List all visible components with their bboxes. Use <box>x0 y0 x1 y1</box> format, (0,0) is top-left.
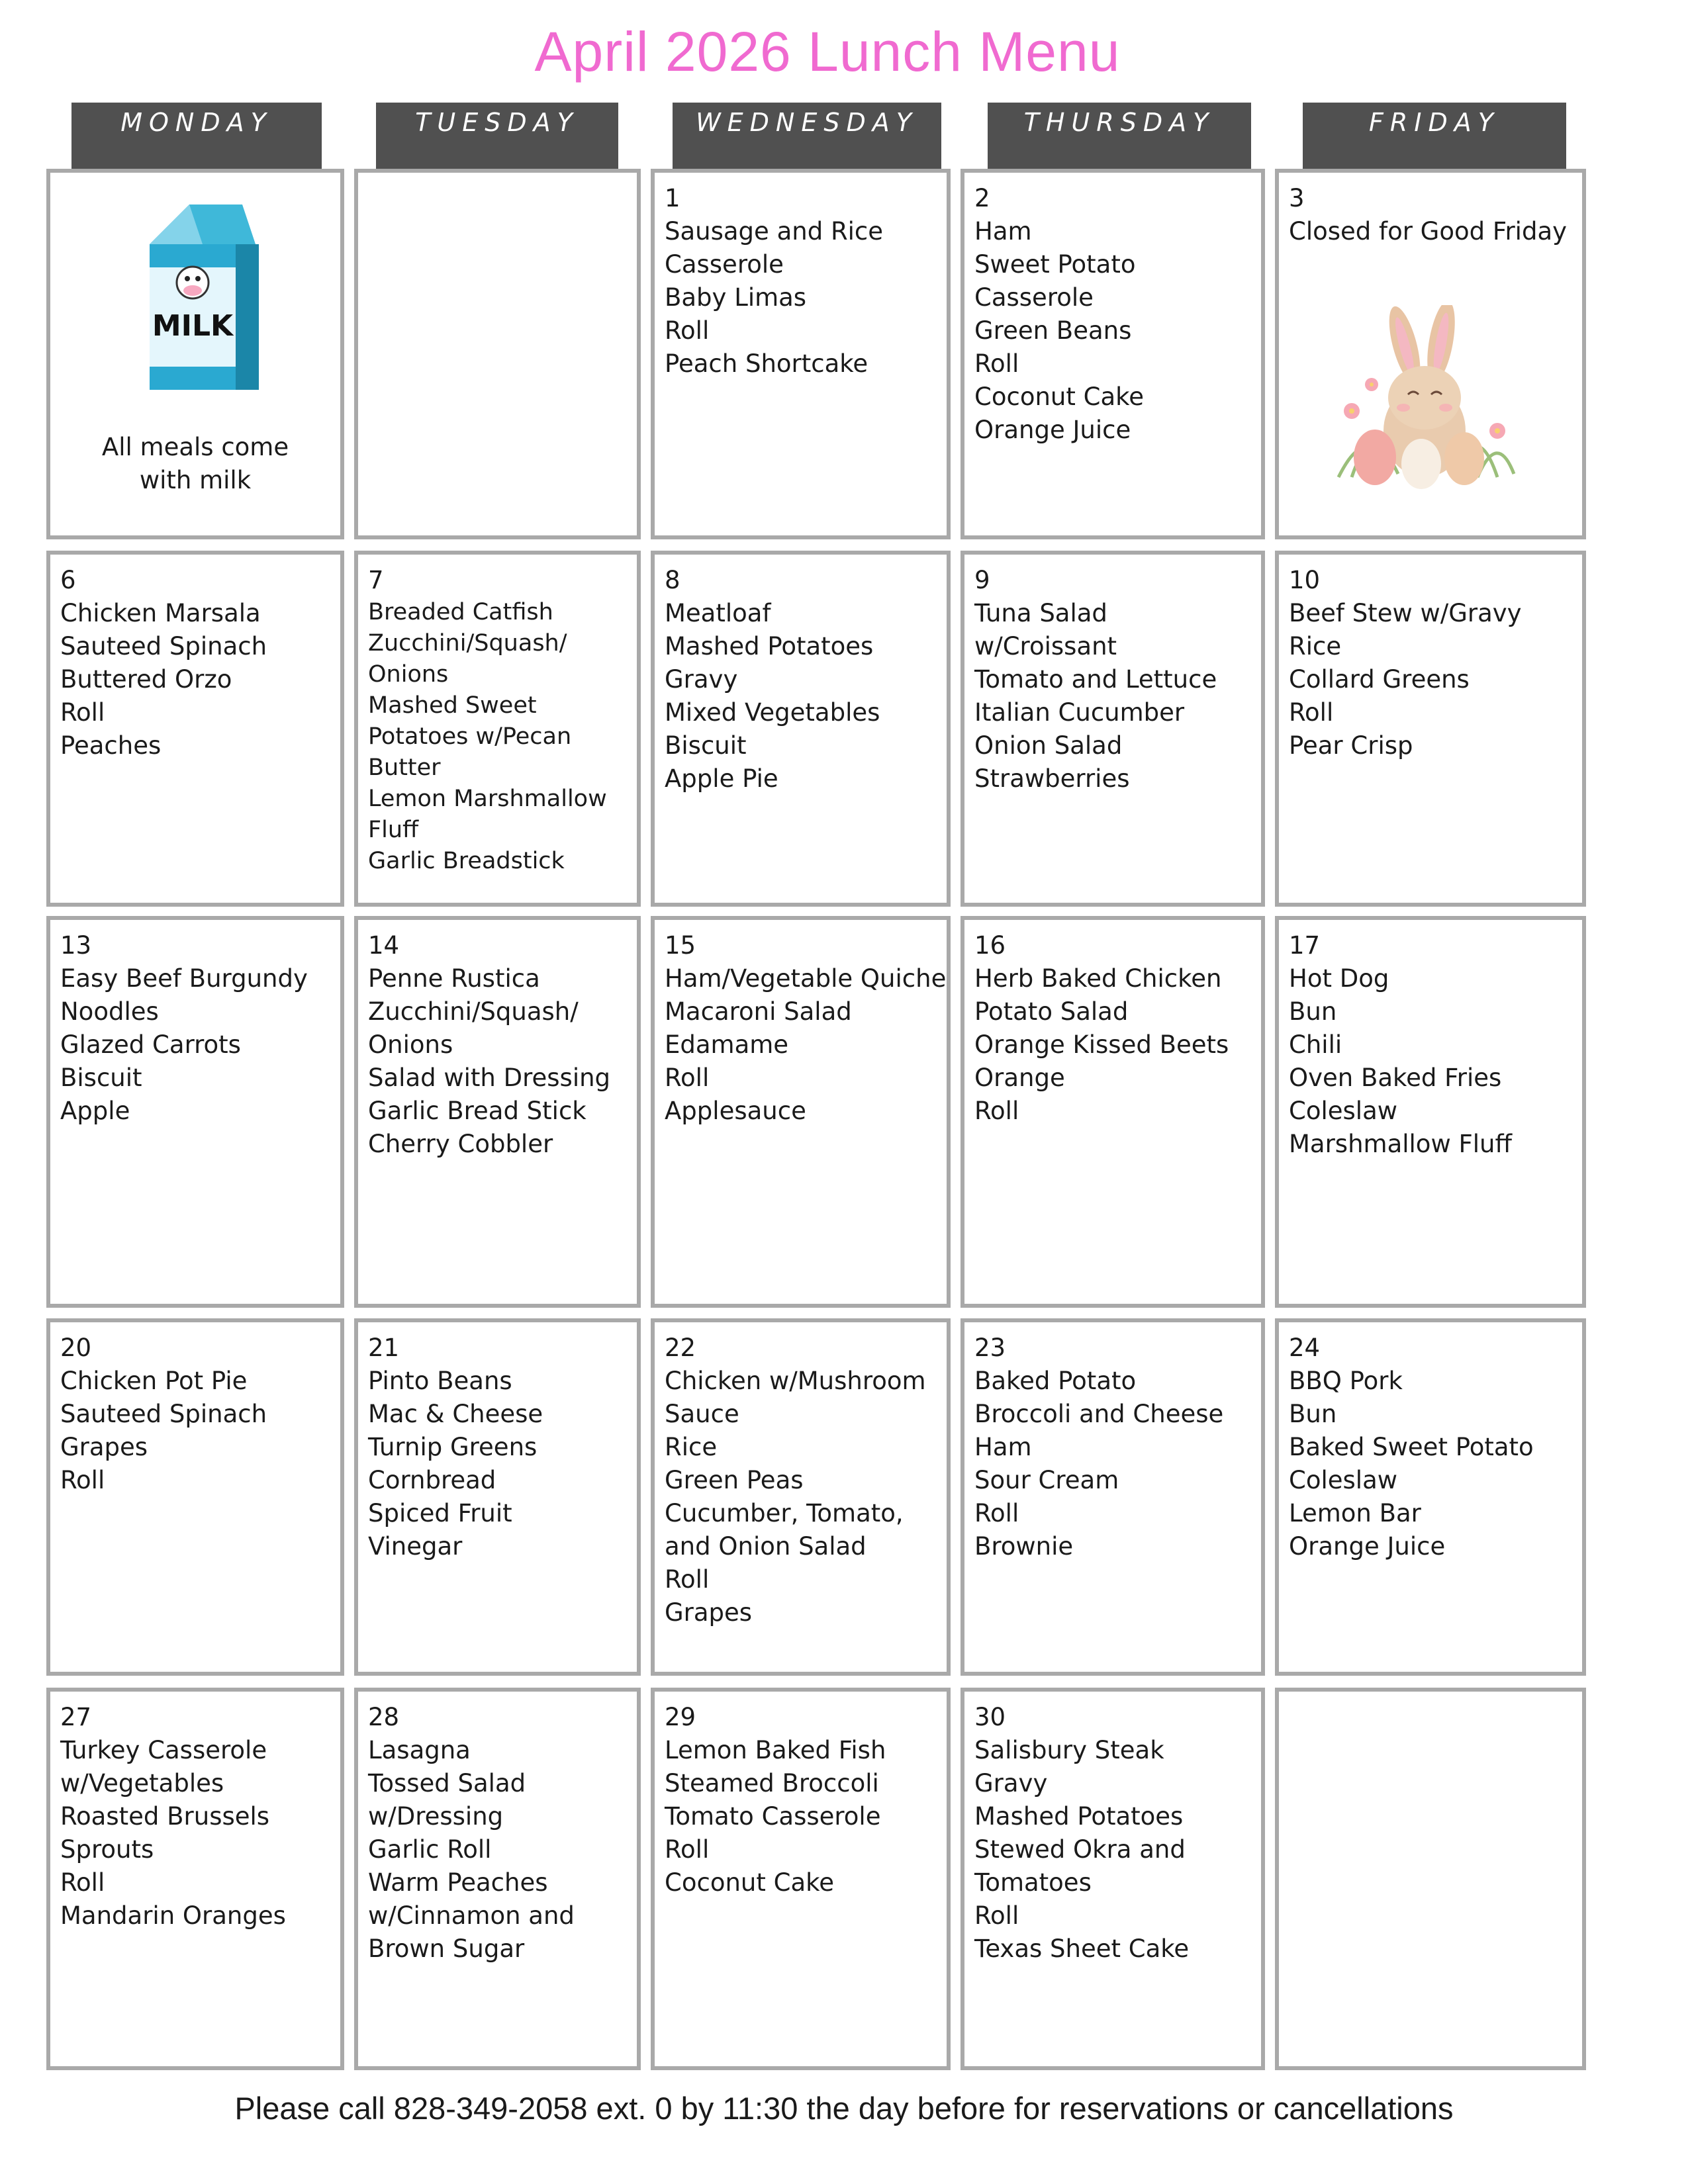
menu-item: Garlic Breadstick <box>368 848 565 874</box>
menu-item: Grapes <box>665 1598 753 1627</box>
menu-item: Roll <box>665 1565 710 1594</box>
menu-item: Glazed Carrots <box>60 1030 241 1059</box>
menu-item: Marshmallow Fluff <box>1289 1130 1512 1158</box>
menu-item: Mashed Sweet <box>368 692 537 719</box>
cell-tue-week2 <box>354 551 641 907</box>
menu-item: Turkey Casserole <box>60 1736 267 1764</box>
menu-item: Ham <box>974 217 1032 246</box>
menu-item: Macaroni Salad <box>665 997 852 1026</box>
menu-item: Edamame <box>665 1030 789 1059</box>
cell-mon-week2 <box>46 551 344 907</box>
day-date: 1 <box>665 184 680 212</box>
day-date: 29 <box>665 1703 696 1731</box>
milk-note-line-2: with milk <box>139 466 252 494</box>
menu-item: Penne Rustica <box>368 964 540 993</box>
day-date: 23 <box>974 1334 1006 1362</box>
menu-item: Orange <box>974 1064 1065 1092</box>
menu-item: Zucchini/Squash/ <box>368 997 579 1026</box>
cell-thu-week5 <box>961 1688 1265 2070</box>
menu-item: Mac & Cheese <box>368 1400 543 1428</box>
cell-thu-week1 <box>961 169 1265 539</box>
easter-bunny-image <box>1325 305 1524 493</box>
menu-item: Sausage and Rice <box>665 217 884 246</box>
menu-item: Apple <box>60 1097 130 1125</box>
menu-item: Roll <box>974 1499 1019 1527</box>
cell-mon-week5 <box>46 1688 344 2070</box>
menu-item: Roll <box>60 698 105 727</box>
menu-item: Green Beans <box>974 316 1132 345</box>
menu-item: Closed for Good Friday <box>1289 217 1568 246</box>
menu-item: Mixed Vegetables <box>665 698 880 727</box>
menu-item: Turnip Greens <box>368 1433 538 1461</box>
menu-item: w/Croissant <box>974 632 1117 660</box>
day-date: 20 <box>60 1334 92 1362</box>
menu-item: Garlic Bread Stick <box>368 1097 586 1125</box>
milk-note <box>50 431 340 497</box>
menu-item: Oven Baked Fries <box>1289 1064 1502 1092</box>
menu-item: Sour Cream <box>974 1466 1119 1494</box>
menu-item: Grapes <box>60 1433 148 1461</box>
day-date: 8 <box>665 566 680 594</box>
menu-item: Easy Beef Burgundy <box>60 964 308 993</box>
menu-item: Chili <box>1289 1030 1342 1059</box>
menu-item: Tomatoes <box>974 1868 1092 1897</box>
menu-item: Spiced Fruit <box>368 1499 512 1527</box>
menu-item: Orange Juice <box>974 416 1131 444</box>
menu-item: Cucumber, Tomato, <box>665 1499 904 1527</box>
day-date: 15 <box>665 931 696 960</box>
day-date: 16 <box>974 931 1006 960</box>
menu-item: Brownie <box>974 1532 1074 1561</box>
header-friday: FRIDAY <box>1303 103 1566 169</box>
menu-item: Zucchini/Squash/ <box>368 630 567 657</box>
day-date: 10 <box>1289 566 1321 594</box>
day-date: 2 <box>974 184 990 212</box>
menu-item: Roll <box>665 316 710 345</box>
menu-item: Biscuit <box>60 1064 142 1092</box>
day-date: 27 <box>60 1703 92 1731</box>
cell-thu-week4 <box>961 1318 1265 1676</box>
menu-item: Potatoes w/Pecan <box>368 723 572 750</box>
menu-item: Bun <box>1289 1400 1337 1428</box>
header-wednesday: WEDNESDAY <box>673 103 941 169</box>
menu-item: Chicken w/Mushroom <box>665 1367 926 1395</box>
menu-item: Sprouts <box>60 1835 154 1864</box>
menu-item: Garlic Roll <box>368 1835 492 1864</box>
menu-item: Roll <box>665 1835 710 1864</box>
cell-mon-week1 <box>46 169 344 539</box>
menu-item: Strawberries <box>974 764 1130 793</box>
menu-item: Casserole <box>665 250 784 279</box>
menu-item: Cornbread <box>368 1466 496 1494</box>
menu-item: Casserole <box>974 283 1094 312</box>
menu-item: BBQ Pork <box>1289 1367 1403 1395</box>
menu-item: Mashed Potatoes <box>665 632 874 660</box>
page-title: April 2026 Lunch Menu <box>534 21 1121 83</box>
day-date: 30 <box>974 1703 1006 1731</box>
cell-thu-week3 <box>961 916 1265 1308</box>
menu-item: Roll <box>665 1064 710 1092</box>
day-date: 3 <box>1289 184 1305 212</box>
cell-wed-week2 <box>651 551 951 907</box>
day-date: 21 <box>368 1334 400 1362</box>
menu-item: Sauce <box>665 1400 739 1428</box>
menu-item: Orange Kissed Beets <box>974 1030 1229 1059</box>
menu-item: w/Cinnamon and <box>368 1901 575 1930</box>
menu-item: Lasagna <box>368 1736 471 1764</box>
menu-item: Bun <box>1289 997 1337 1026</box>
menu-item: Pinto Beans <box>368 1367 512 1395</box>
day-date: 24 <box>1289 1334 1321 1362</box>
menu-item: Coleslaw <box>1289 1097 1398 1125</box>
day-date: 28 <box>368 1703 400 1731</box>
menu-item: Peach Shortcake <box>665 349 868 378</box>
menu-item: Sauteed Spinach <box>60 632 267 660</box>
day-date: 9 <box>974 566 990 594</box>
menu-item: Stewed Okra and <box>974 1835 1186 1864</box>
menu-item: Roll <box>60 1466 105 1494</box>
menu-item: Tuna Salad <box>974 599 1107 627</box>
menu-item: Cherry Cobbler <box>368 1130 553 1158</box>
menu-item: Ham <box>974 1433 1032 1461</box>
milk-carton-image <box>136 205 269 399</box>
cell-wed-week1 <box>651 169 951 539</box>
menu-item: Rice <box>1289 632 1342 660</box>
menu-item: Lemon Marshmallow <box>368 786 607 812</box>
menu-item: Potato Salad <box>974 997 1129 1026</box>
cell-mon-week4 <box>46 1318 344 1676</box>
menu-item: Salisbury Steak <box>974 1736 1164 1764</box>
menu-item: Fluff <box>368 817 419 843</box>
menu-item: Peaches <box>60 731 162 760</box>
menu-item: Roll <box>1289 698 1334 727</box>
cell-tue-week3 <box>354 916 641 1308</box>
menu-item: Herb Baked Chicken <box>974 964 1222 993</box>
menu-item: Breaded Catfish <box>368 599 553 625</box>
menu-item: Noodles <box>60 997 159 1026</box>
menu-item: Gravy <box>665 665 738 694</box>
menu-item: Sauteed Spinach <box>60 1400 267 1428</box>
menu-item: Broccoli and Cheese <box>974 1400 1224 1428</box>
menu-item: Roasted Brussels <box>60 1802 270 1831</box>
menu-item: Tossed Salad <box>368 1769 526 1797</box>
header-tuesday: TUESDAY <box>376 103 618 169</box>
menu-item: Roll <box>974 349 1019 378</box>
cell-fri-week2 <box>1275 551 1586 907</box>
menu-item: Buttered Orzo <box>60 665 232 694</box>
menu-item: and Onion Salad <box>665 1532 867 1561</box>
menu-item: Coleslaw <box>1289 1466 1398 1494</box>
menu-item: Meatloaf <box>665 599 771 627</box>
cell-fri-week3 <box>1275 916 1586 1308</box>
menu-item: Steamed Broccoli <box>665 1769 879 1797</box>
menu-item: Sweet Potato <box>974 250 1136 279</box>
cell-fri-week4 <box>1275 1318 1586 1676</box>
cell-tue-week5 <box>354 1688 641 2070</box>
menu-item: Italian Cucumber <box>974 698 1185 727</box>
menu-item: Pear Crisp <box>1289 731 1413 760</box>
menu-item: Roll <box>974 1901 1019 1930</box>
menu-item: Baked Potato <box>974 1367 1137 1395</box>
menu-item: Lemon Bar <box>1289 1499 1421 1527</box>
menu-item: Lemon Baked Fish <box>665 1736 886 1764</box>
cell-wed-week3 <box>651 916 951 1308</box>
menu-item: Roll <box>60 1868 105 1897</box>
menu-item: Ham/Vegetable Quiche <box>665 964 947 993</box>
menu-item: w/Dressing <box>368 1802 504 1831</box>
menu-item: Green Peas <box>665 1466 804 1494</box>
cell-thu-week2 <box>961 551 1265 907</box>
header-thursday: THURSDAY <box>988 103 1251 169</box>
day-date: 22 <box>665 1334 696 1362</box>
cell-tue-week4 <box>354 1318 641 1676</box>
cell-wed-week5 <box>651 1688 951 2070</box>
menu-item: Baked Sweet Potato <box>1289 1433 1534 1461</box>
milk-carton-label: MILK <box>152 309 234 343</box>
menu-item: Roll <box>974 1097 1019 1125</box>
menu-item: Applesauce <box>665 1097 806 1125</box>
cell-mon-week3 <box>46 916 344 1308</box>
menu-item: Collard Greens <box>1289 665 1470 694</box>
menu-item: Chicken Pot Pie <box>60 1367 248 1395</box>
day-date: 6 <box>60 566 76 594</box>
footer-note: Please call 828-349-2058 ext. 0 by 11:30 the day before for reservations or cancellations <box>234 2091 1454 2126</box>
cell-fri-week1 <box>1275 169 1586 539</box>
menu-item: Brown Sugar <box>368 1934 525 1963</box>
milk-note-line-1: All meals come <box>101 433 289 461</box>
cell-tue-week1 <box>354 169 641 539</box>
menu-item: Texas Sheet Cake <box>974 1934 1190 1963</box>
cell-fri-week5 <box>1275 1688 1586 2070</box>
menu-item: Onion Salad <box>974 731 1123 760</box>
menu-item: Beef Stew w/Gravy <box>1289 599 1522 627</box>
cell-wed-week4 <box>651 1318 951 1676</box>
menu-item: Tomato Casserole <box>665 1802 881 1831</box>
menu-item: Mandarin Oranges <box>60 1901 286 1930</box>
menu-item: Gravy <box>974 1769 1048 1797</box>
menu-item: Salad with Dressing <box>368 1064 611 1092</box>
menu-item: Onions <box>368 1030 453 1059</box>
menu-item: Warm Peaches <box>368 1868 548 1897</box>
menu-item: Rice <box>665 1433 718 1461</box>
day-date: 14 <box>368 931 400 960</box>
menu-item: Onions <box>368 661 449 688</box>
menu-item: Apple Pie <box>665 764 778 793</box>
menu-item: Butter <box>368 754 441 781</box>
menu-item: Biscuit <box>665 731 747 760</box>
menu-item: Mashed Potatoes <box>974 1802 1184 1831</box>
menu-item: Chicken Marsala <box>60 599 261 627</box>
day-date: 17 <box>1289 931 1321 960</box>
menu-item: Coconut Cake <box>665 1868 835 1897</box>
menu-item: Hot Dog <box>1289 964 1389 993</box>
menu-item: Vinegar <box>368 1532 463 1561</box>
day-date: 13 <box>60 931 92 960</box>
menu-item: Tomato and Lettuce <box>974 665 1217 694</box>
day-date: 7 <box>368 566 384 594</box>
menu-item: Baby Limas <box>665 283 807 312</box>
menu-item: w/Vegetables <box>60 1769 224 1797</box>
menu-item: Orange Juice <box>1289 1532 1446 1561</box>
header-monday: MONDAY <box>71 103 322 169</box>
menu-item: Coconut Cake <box>974 383 1145 411</box>
